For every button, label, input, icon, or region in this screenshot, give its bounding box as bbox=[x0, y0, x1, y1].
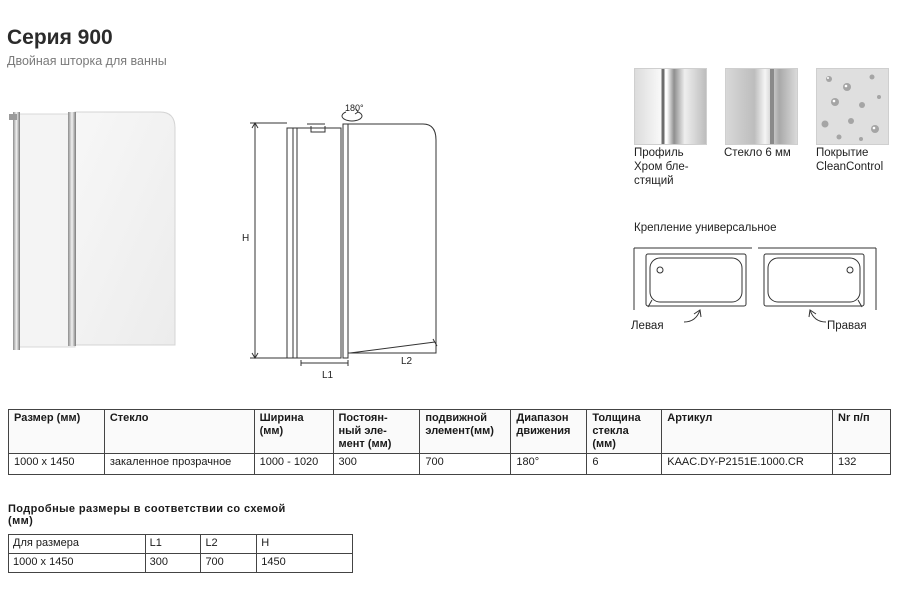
mounting-right-label: Правая bbox=[827, 320, 867, 332]
spec-header-row bbox=[9, 410, 891, 454]
spec-col-article: Артикул bbox=[662, 410, 833, 454]
table-cell: закаленное прозрачное bbox=[104, 454, 254, 475]
swatch-label-profile: Профиль Хром бле- стящий bbox=[634, 147, 689, 187]
table-cell: 6 bbox=[587, 454, 662, 475]
spec-col-moving: подвижной элемент(мм) bbox=[420, 410, 511, 454]
chrome-profile-swatch bbox=[634, 68, 707, 145]
technical-drawing bbox=[225, 98, 455, 384]
spec-col-range: Диапазон движения bbox=[511, 410, 587, 454]
page-title: Серия 900 bbox=[7, 26, 113, 49]
spec-table bbox=[8, 409, 891, 475]
table-cell: 300 bbox=[145, 554, 201, 573]
table-cell: 1000 x 1450 bbox=[9, 454, 105, 475]
detail-col-size: Для размера bbox=[9, 535, 146, 554]
table-cell: 700 bbox=[420, 454, 511, 475]
detail-col-l2: L2 bbox=[201, 535, 257, 554]
mounting-title: Крепление универсальное bbox=[634, 222, 777, 234]
table-cell: 1450 bbox=[257, 554, 353, 573]
table-cell: 180° bbox=[511, 454, 587, 475]
spec-col-thickness: Толщина стекла (мм) bbox=[587, 410, 662, 454]
rotation-label: 180° bbox=[345, 103, 364, 113]
glass-swatch bbox=[725, 68, 798, 145]
detail-heading: Подробные размеры в соответствии со схемой (мм) bbox=[8, 503, 286, 527]
spec-col-number: Nr п/п bbox=[833, 410, 891, 454]
table-cell: 132 bbox=[833, 454, 891, 475]
table-cell: 700 bbox=[201, 554, 257, 573]
height-label: H bbox=[242, 233, 250, 244]
table-cell: 300 bbox=[333, 454, 420, 475]
spec-col-width: Ширина (мм) bbox=[254, 410, 333, 454]
swatch-label-glass: Стекло 6 мм bbox=[724, 147, 791, 159]
mounting-left-label: Левая bbox=[631, 320, 664, 332]
detail-header-row bbox=[9, 535, 353, 554]
table-cell: 1000 x 1450 bbox=[9, 554, 146, 573]
table-row bbox=[9, 554, 353, 573]
spec-col-glass: Стекло bbox=[104, 410, 254, 454]
swatch-label-coating: Покрытие CleanControl bbox=[816, 147, 884, 173]
detail-table bbox=[8, 534, 353, 573]
detail-col-h: H bbox=[257, 535, 353, 554]
spec-col-size: Размер (мм) bbox=[9, 410, 105, 454]
page-subtitle: Двойная шторка для ванны bbox=[7, 54, 167, 68]
product-photo bbox=[5, 100, 183, 362]
cleancontrol-swatch bbox=[816, 68, 889, 145]
l1-label: L1 bbox=[322, 370, 334, 381]
detail-col-l1: L1 bbox=[145, 535, 201, 554]
table-cell: 1000 - 1020 bbox=[254, 454, 333, 475]
table-cell: KAAC.DY-P2151E.1000.CR bbox=[662, 454, 833, 475]
l2-label: L2 bbox=[401, 356, 413, 367]
spec-col-fixed: Постоян- ный эле- мент (мм) bbox=[333, 410, 420, 454]
table-row bbox=[9, 454, 891, 475]
